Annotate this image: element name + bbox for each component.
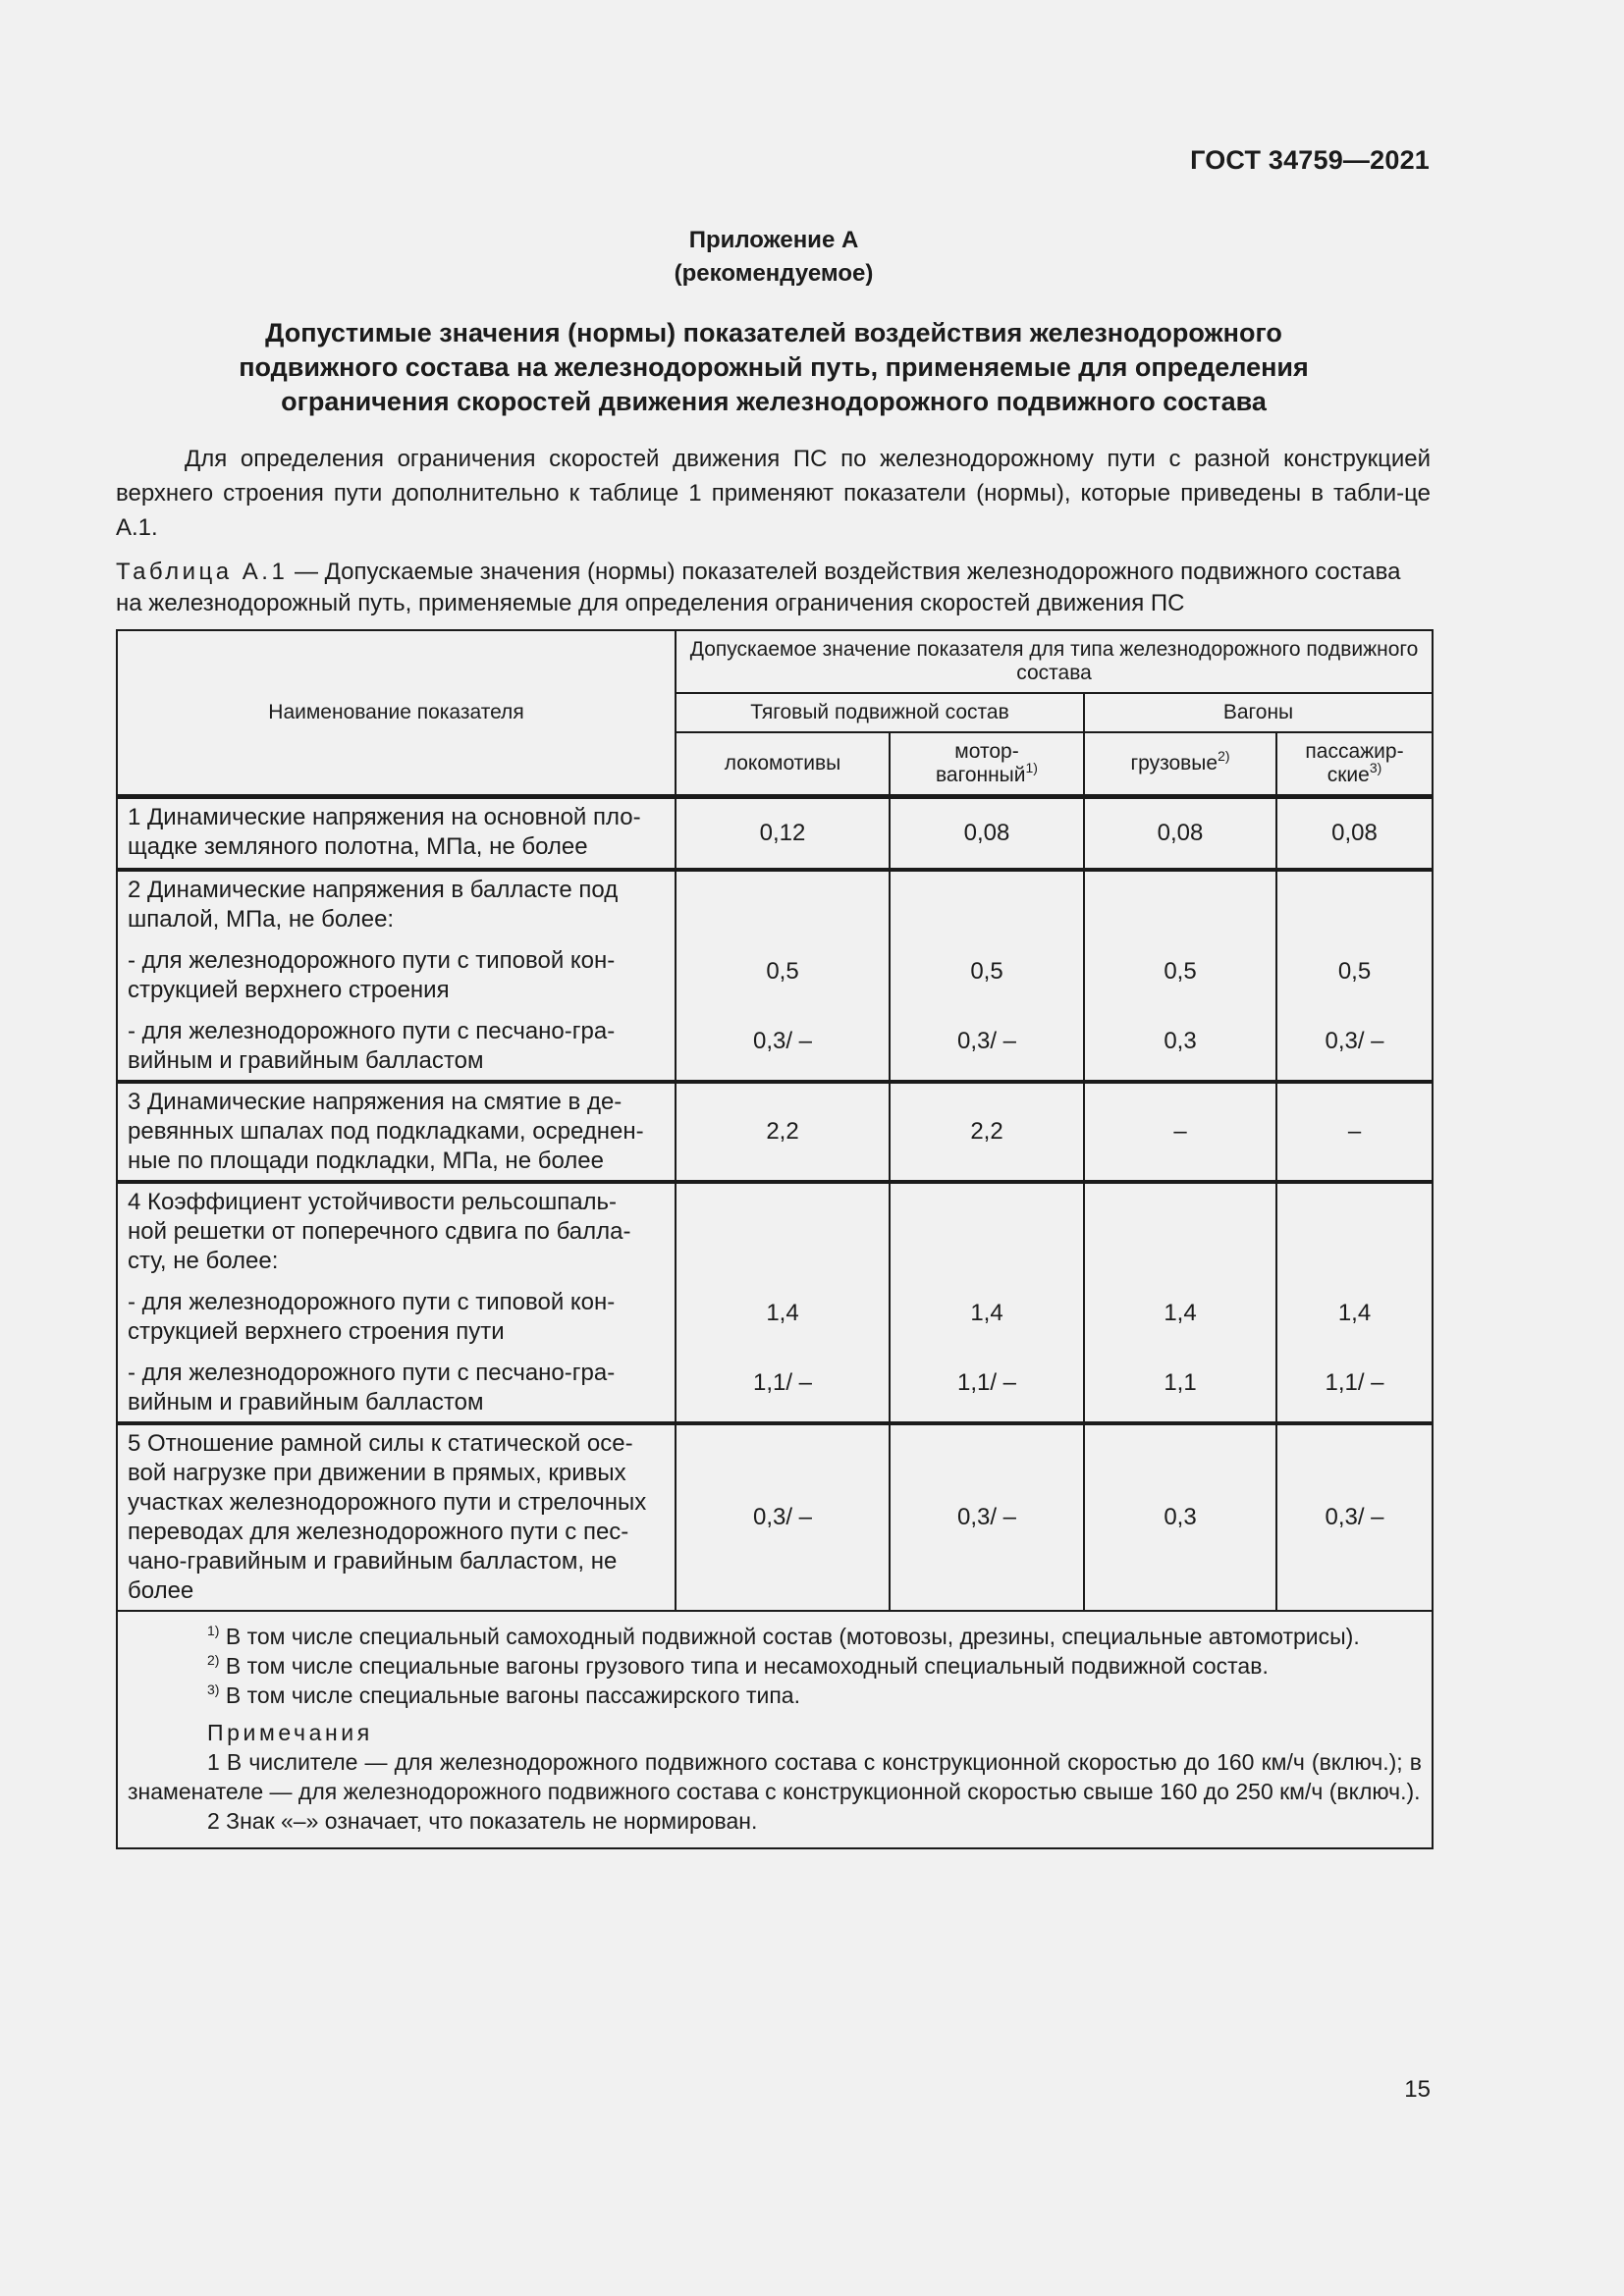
- header-freight-label: грузовые: [1130, 752, 1218, 774]
- norms-table: [116, 629, 1434, 1849]
- footnote-mark: 1): [207, 1623, 220, 1638]
- indicator-name: [117, 797, 676, 871]
- value-cell: 0,3: [1084, 1423, 1276, 1611]
- table-row: [117, 1082, 1433, 1182]
- value-cell: [1084, 1182, 1276, 1423]
- header-wagons: Вагоны: [1084, 693, 1433, 732]
- name-line: ной решетки от поперечного сдвига по балла-: [128, 1218, 631, 1245]
- value-cell: 0,08: [890, 797, 1084, 871]
- note: 2 Знак «–» означает, что показатель не нормирован.: [207, 1808, 758, 1834]
- value: 1,1/ –: [956, 1369, 1017, 1396]
- header-passenger-line1: пассажир-: [1305, 740, 1404, 763]
- intro-paragraph: Для определения ограничения скоростей движения ПС по железнодорожному пути с разной конструкцией верхнего строения пути дополнительно к таблице 1 применяют показатели (нормы), которые приведены в табли-це А.1.: [116, 446, 1431, 541]
- header-passenger: [1276, 732, 1433, 797]
- value: 1,1/ –: [752, 1369, 813, 1396]
- value-cell: [676, 1082, 890, 1182]
- name-line: струкцией верхнего строения: [128, 977, 450, 1003]
- name-line: переводах для железнодорожного пути с пес-: [128, 1519, 629, 1545]
- name-line: вийным и гравийным балластом: [128, 1389, 484, 1415]
- annex-title: [187, 316, 1361, 419]
- name-line: - для железнодорожного пути с типовой кон-: [128, 1289, 616, 1315]
- name-line: 3 Динамические напряжения на смятие в де-: [128, 1089, 623, 1115]
- title-line: подвижного состава на железнодорожный путь, применяемые для определения: [239, 352, 1309, 382]
- value-cell: [890, 1082, 1084, 1182]
- header-locomotives: локомотивы: [676, 732, 890, 797]
- value: 0,5: [766, 958, 799, 985]
- name-line: 2 Динамические напряжения в балласте под: [128, 877, 619, 903]
- table-row: [117, 797, 1433, 871]
- annex-label: Приложение А: [688, 227, 859, 253]
- value: 0,3/ –: [956, 1028, 1017, 1054]
- footnote-mark: 3): [207, 1682, 220, 1697]
- table-row: [117, 1423, 1433, 1611]
- note: 1 В числителе — для железнодорожного подвижного состава с конструкционной скоростью до 160 км/ч (включ.); в знаменателе — для железнодорожного подвижного состава с конструкционной скоростью свыше 160 до 250 км/ч (включ.).: [128, 1749, 1423, 1804]
- value: –: [1347, 1118, 1362, 1145]
- footnote: [128, 1681, 1422, 1710]
- value: 0,5: [1164, 958, 1197, 985]
- indicator-name: [117, 1082, 676, 1182]
- value-cell: [1276, 1082, 1433, 1182]
- value-cell: 0,08: [1084, 797, 1276, 871]
- value: 1,4: [970, 1300, 1003, 1326]
- table-row: [117, 1182, 1433, 1423]
- value: 1,1/ –: [1325, 1369, 1384, 1396]
- value-cell: [890, 870, 1084, 1082]
- name-line: 4 Коэффициент устойчивости рельсошпаль-: [128, 1189, 618, 1215]
- table-footnotes: [117, 1611, 1433, 1848]
- header-passenger-line2: ские: [1326, 764, 1370, 786]
- table-caption-text: — Допускаемые значения (нормы) показателей воздействия железнодорожного подвижного состава на железнодорожный путь, применяемые для определения ограничения скоростей движения ПС: [116, 559, 1401, 616]
- value-cell: [676, 1182, 890, 1423]
- header-motor-line1: мотор-: [954, 740, 1019, 763]
- header-motor-line2: вагонный: [936, 764, 1026, 786]
- table-row: [117, 870, 1433, 1082]
- page-number: 15: [1404, 2076, 1431, 2103]
- value: 0,5: [970, 958, 1003, 985]
- indicator-name: [117, 1423, 676, 1611]
- title-line: Допустимые значения (нормы) показателей воздействия железнодорожного: [265, 318, 1282, 347]
- value-cell: 0,3/ –: [676, 1423, 890, 1611]
- name-line: струкцией верхнего строения пути: [128, 1318, 505, 1345]
- value: –: [1173, 1118, 1187, 1145]
- value: 0,3/ –: [1325, 1028, 1384, 1054]
- name-line: 1 Динамические напряжения на основной пло-: [128, 804, 641, 830]
- footnote: [128, 1622, 1422, 1651]
- name-line: - для железнодорожного пути с типовой кон-: [128, 947, 616, 974]
- table-footer-row: [117, 1611, 1433, 1848]
- name-line: вийным и гравийным балластом: [128, 1047, 484, 1074]
- value-cell: [676, 870, 890, 1082]
- footnote: [128, 1651, 1422, 1681]
- value-cell: [1084, 870, 1276, 1082]
- name-line: ревянных шпалах под подкладками, осреднен-: [128, 1118, 644, 1145]
- value-cell: [1276, 1182, 1433, 1423]
- value-cell: 0,3/ –: [890, 1423, 1084, 1611]
- value: 1,4: [1164, 1300, 1197, 1326]
- header-indicator-name: Наименование показателя: [117, 630, 676, 797]
- value-cell: 0,12: [676, 797, 890, 871]
- title-line: ограничения скоростей движения железнодорожного подвижного состава: [281, 387, 1267, 416]
- document-code: ГОСТ 34759—2021: [1190, 145, 1430, 175]
- annex-heading: [116, 224, 1432, 291]
- name-line: - для железнодорожного пути с песчано-гра-: [128, 1018, 616, 1044]
- name-line: - для железнодорожного пути с песчано-гра-: [128, 1360, 616, 1386]
- header-freight: [1084, 732, 1276, 797]
- value: 1,4: [1337, 1300, 1372, 1326]
- name-line: ные по площади подкладки, МПа, не более: [128, 1148, 604, 1174]
- value-cell: [1276, 870, 1433, 1082]
- indicator-name: [117, 870, 676, 1082]
- value: 0,5: [1337, 958, 1372, 985]
- value: 0,3/ –: [752, 1028, 813, 1054]
- name-line: 5 Отношение рамной силы к статической осе-: [128, 1430, 633, 1457]
- value: 0,3: [1164, 1028, 1197, 1054]
- indicator-name: [117, 1182, 676, 1423]
- header-value-group: Допускаемое значение показателя для типа железнодорожного подвижного состава: [676, 630, 1433, 693]
- notes-title: Примечания: [207, 1720, 373, 1745]
- footnote-text: В том числе специальные вагоны пассажирского типа.: [219, 1682, 800, 1708]
- name-line: более: [128, 1577, 194, 1604]
- header-motor-cars: [890, 732, 1084, 797]
- value: 1,1: [1164, 1369, 1197, 1396]
- table-caption-label: Таблица А.1: [116, 559, 289, 585]
- footnote-text: В том числе специальные вагоны грузового типа и несамоходный специальный подвижной состав.: [219, 1653, 1269, 1679]
- name-line: вой нагрузке при движении в прямых, кривых: [128, 1460, 626, 1486]
- name-line: щадке земляного полотна, МПа, не более: [128, 833, 588, 860]
- annex-status: (рекомендуемое): [674, 260, 874, 287]
- footnote-text: В том числе специальный самоходный подвижной состав (мотовозы, дрезины, специальные автомотрисы).: [219, 1624, 1360, 1649]
- value-cell: 0,3/ –: [1276, 1423, 1433, 1611]
- name-line: шпалой, МПа, не более:: [128, 906, 395, 933]
- footnote-ref: 3): [1369, 760, 1382, 775]
- name-line: сту, не более:: [128, 1248, 279, 1274]
- table-caption: [116, 557, 1431, 619]
- value-cell: [1084, 1082, 1276, 1182]
- value: 2,2: [766, 1118, 799, 1145]
- value-cell: [890, 1182, 1084, 1423]
- name-line: чано-гравийным и гравийным балластом, не: [128, 1548, 618, 1575]
- value: 1,4: [766, 1300, 799, 1326]
- value: 2,2: [970, 1118, 1003, 1145]
- footnote-ref: 2): [1218, 748, 1230, 764]
- footnote-ref: 1): [1025, 760, 1038, 775]
- value-cell: 0,08: [1276, 797, 1433, 871]
- footnote-mark: 2): [207, 1652, 220, 1668]
- name-line: участках железнодорожного пути и стрелочных: [128, 1489, 647, 1516]
- header-traction: Тяговый подвижной состав: [676, 693, 1084, 732]
